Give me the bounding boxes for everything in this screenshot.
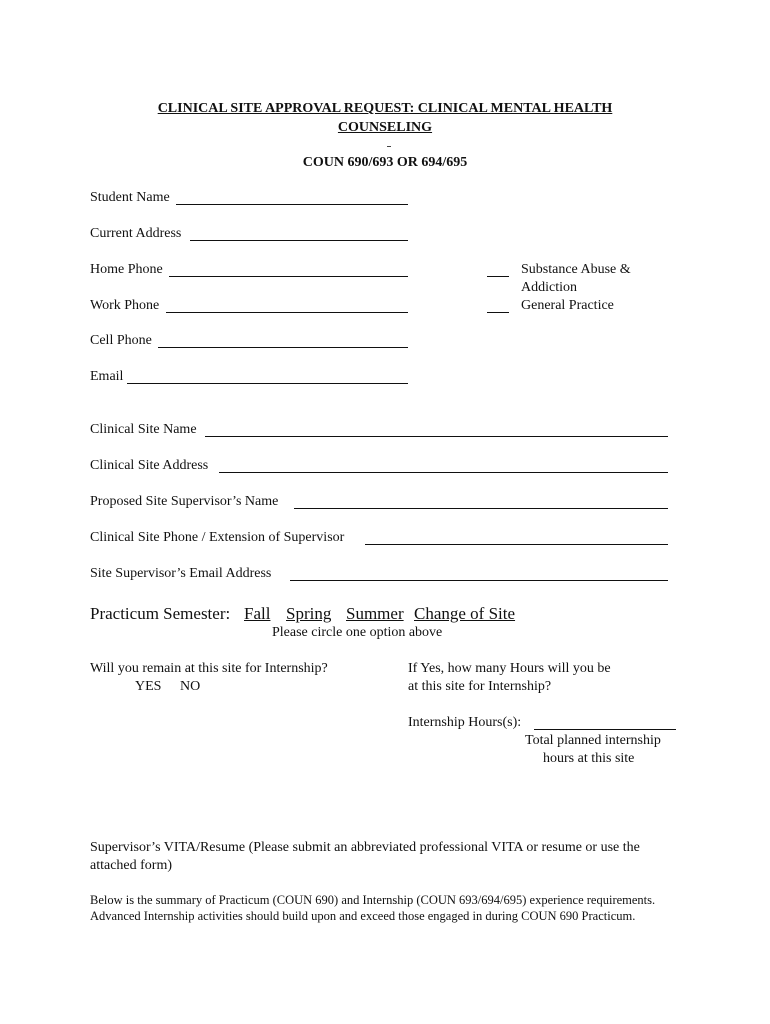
internship-yes[interactable]: YES: [135, 679, 162, 694]
semester-option-spring[interactable]: Spring: [286, 604, 332, 623]
semester-label: Practicum Semester:: [90, 604, 231, 623]
supervisor-email-label: Site Supervisor’s Email Address: [90, 566, 272, 581]
form-title-line2: COUNSELING: [337, 120, 433, 135]
site-address-field[interactable]: [219, 472, 668, 473]
requirements-summary: Below is the summary of Practicum (COUN 690) and Internship (COUN 693/694/695) experience requirements. Advanced Internship activities should build upon and exceed those engaged in during COUN 690 Practicum.: [90, 893, 656, 923]
site-address-label: Clinical Site Address: [90, 458, 209, 473]
supervisor-name-label: Proposed Site Supervisor’s Name: [90, 494, 279, 509]
substance-abuse-label-line2: Addiction: [521, 280, 577, 295]
email-field[interactable]: [127, 383, 408, 384]
internship-question: Will you remain at this site for Internship?: [90, 661, 328, 676]
internship-hours-label: Internship Hours(s):: [408, 715, 522, 730]
title-dash: [387, 146, 391, 147]
supervisor-phone-label: Clinical Site Phone / Extension of Supervisor: [90, 530, 345, 545]
hours-question: If Yes, how many Hours will you be: [408, 661, 611, 676]
current-address-field[interactable]: [190, 240, 408, 241]
form-title-line1: CLINICAL SITE APPROVAL REQUEST: CLINICAL MENTAL HEALTH: [157, 101, 613, 116]
student-name-label: Student Name: [90, 190, 170, 205]
home-phone-label: Home Phone: [90, 262, 163, 277]
general-practice-label: General Practice: [521, 298, 614, 313]
cell-phone-label: Cell Phone: [90, 333, 152, 348]
semester-option-change-of-site[interactable]: Change of Site: [414, 604, 516, 623]
semester-option-summer[interactable]: Summer: [346, 604, 404, 623]
supervisor-phone-field[interactable]: [365, 544, 668, 545]
internship-no[interactable]: NO: [180, 679, 201, 694]
internship-hours-field[interactable]: [534, 729, 676, 730]
student-name-field[interactable]: [176, 204, 408, 205]
supervisor-email-field[interactable]: [290, 580, 668, 581]
cell-phone-field[interactable]: [158, 347, 408, 348]
email-label: Email: [90, 369, 124, 384]
hours-note: Total planned internship: [525, 733, 661, 748]
semester-option-fall[interactable]: Fall: [244, 604, 271, 623]
work-phone-field[interactable]: [166, 312, 408, 313]
course-code: COUN 690/693 OR 694/695: [302, 155, 468, 170]
current-address-label: Current Address: [90, 226, 182, 241]
substance-abuse-checkbox[interactable]: [487, 276, 509, 277]
site-name-label: Clinical Site Name: [90, 422, 197, 437]
hours-question-line2: at this site for Internship?: [408, 679, 552, 694]
site-name-field[interactable]: [205, 436, 668, 437]
hours-note-line2: hours at this site: [543, 751, 635, 766]
work-phone-label: Work Phone: [90, 298, 160, 313]
home-phone-field[interactable]: [169, 276, 408, 277]
supervisor-name-field[interactable]: [294, 508, 668, 509]
substance-abuse-label: Substance Abuse &: [521, 262, 631, 277]
vita-instruction: Supervisor’s VITA/Resume (Please submit an abbreviated professional VITA or resume or use the attached form): [90, 840, 640, 873]
semester-instruction: Please circle one option above: [272, 625, 443, 640]
general-practice-checkbox[interactable]: [487, 312, 509, 313]
